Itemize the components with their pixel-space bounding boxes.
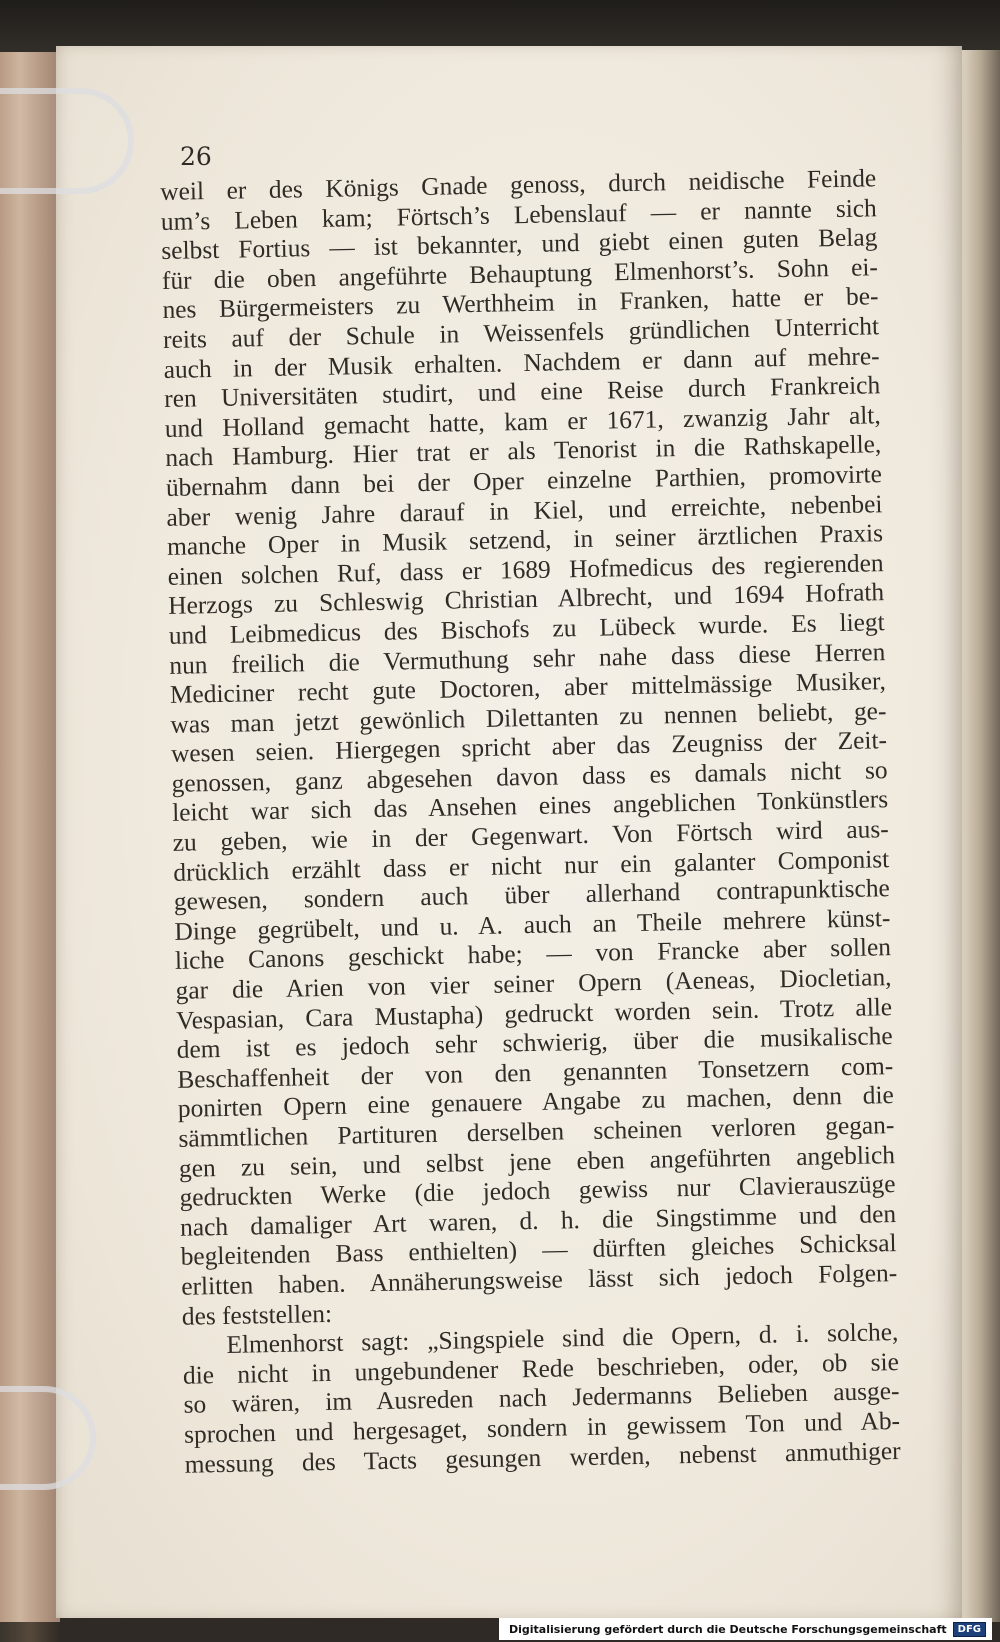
- text-line: sämmtlichen Partituren derselben scheinen verloren gegan-: [178, 1111, 895, 1153]
- text-line: übernahm dann bei der Oper einzelne Parthien, promovirte: [165, 460, 883, 502]
- text-line: und Holland gemacht hatte, kam er 1671, zwanzig Jahr alt,: [164, 400, 881, 443]
- text-line: Dinge gegrübelt, und u. A. auch an Theile mehrere künst-: [174, 903, 891, 946]
- text-line: Mediciner recht gute Doctoren, aber mittelmässige Musiker,: [169, 667, 887, 709]
- text-line: ren Universitäten studirt, und eine Reise durch Frankreich: [163, 371, 881, 414]
- text-line: messung des Tacts gesungen werden, nebenst anmuthiger: [184, 1436, 901, 1479]
- text-line: nes Bürgermeisters zu Werthheim in Franken, hatte er be-: [162, 282, 879, 325]
- text-line: leicht war sich das Ansehen eines angeblichen Tonkünstlers: [171, 785, 889, 828]
- text-line: manche Oper in Musik setzend, in seiner ärztlichen Praxis: [166, 519, 884, 562]
- text-line: nun freilich die Vermuthung sehr nahe dass diese Herren: [169, 637, 886, 680]
- text-line: und Leibmedicus des Bischofs zu Lübeck wurde. Es liegt: [168, 608, 885, 650]
- text-line: um’s Leben kam; Förtsch’s Lebenslauf — er nannte sich: [160, 193, 877, 236]
- text-line: einen solchen Ruf, dass er 1689 Hofmedicus des regierenden: [167, 548, 884, 591]
- text-line: zu geben, wie in der Gegenwart. Von Förtsch wird aus-: [172, 815, 889, 857]
- text-line: was man jetzt gewönlich Dilettanten zu nennen beliebt, ge-: [170, 696, 887, 739]
- text-line: begleitenden Bass enthielten) — dürften gleiches Schicksal: [180, 1229, 897, 1272]
- text-line: liche Canons geschickt habe; — von Francke aber sollen: [174, 933, 892, 976]
- text-line: reits auf der Schule in Weissenfels gründlichen Unterricht: [162, 312, 880, 354]
- page-number: 26: [180, 142, 212, 171]
- text-line: so wären, im Ausreden nach Jedermanns Belieben ausge-: [183, 1377, 900, 1420]
- text-line: sprochen und hergesaget, sondern in gewissem Ton und Ab-: [183, 1406, 901, 1449]
- text-line: die nicht in ungebundener Rede beschrieben, oder, ob sie: [182, 1347, 900, 1390]
- text-line: nach Hamburg. Hier trat er als Tenorist in die Rathskapelle,: [165, 430, 882, 473]
- text-line: Elmenhorst sagt: „Singspiele sind die Opern, d. i. solche,: [226, 1318, 899, 1360]
- page-clip-top: [0, 88, 134, 194]
- text-line: nach damaliger Art waren, d. h. die Singstimme und den: [179, 1199, 897, 1242]
- digitization-credit: [499, 1618, 992, 1640]
- text-line: selbst Fortius — ist bekannter, und giebt einen guten Belag: [161, 223, 878, 266]
- text-line: des feststellen:: [181, 1299, 333, 1331]
- text-line: Vespasian, Cara Mustapha) gedruckt worden sein. Trotz alle: [175, 992, 893, 1035]
- text-line: auch in der Musik erhalten. Nachdem er dann auf mehre-: [163, 341, 880, 384]
- text-line: weil er des Königs Gnade genoss, durch neidische Feinde: [160, 164, 877, 206]
- text-line: gen zu sein, und selbst jene eben angeführten angeblich: [178, 1140, 896, 1183]
- text-line: erlitten haben. Annäherungsweise lässt sich jedoch Folgen-: [181, 1259, 898, 1301]
- body-text: [160, 164, 901, 1480]
- text-line: gewesen, sondern auch über allerhand contrapunktische: [173, 874, 891, 917]
- text-line: gedruckten Werke (die jedoch gewiss nur Clavierauszüge: [179, 1170, 896, 1212]
- text-line: gar die Arien von vier seiner Opern (Aeneas, Diocletian,: [175, 963, 892, 1005]
- dfg-logo: DFG: [953, 1622, 986, 1637]
- text-line: genossen, ganz abgesehen davon dass es damals nicht so: [171, 756, 888, 798]
- text-line: drücklich erzählt dass er nicht nur ein galanter Componist: [173, 844, 890, 887]
- credit-text: Digitalisierung gefördert durch die Deutsche Forschungsgemeinschaft: [508, 1622, 947, 1636]
- text-line: Herzogs zu Schleswig Christian Albrecht, und 1694 Hofrath: [167, 578, 885, 621]
- text-line: ponirten Opern eine genauere Angabe zu machen, denn die: [177, 1081, 895, 1124]
- text-line: wesen seien. Hiergegen spricht aber das Zeugniss der Zeit-: [170, 726, 888, 769]
- text-line: dem ist es jedoch sehr schwierig, über die musikalische: [176, 1022, 893, 1065]
- text-line: Beschaffenheit der von den genannten Tonsetzern com-: [177, 1051, 894, 1094]
- text-line: aber wenig Jahre darauf in Kiel, und erreichte, nebenbei: [166, 489, 883, 532]
- text-line: für die oben angeführte Behauptung Elmenhorst’s. Sohn ei-: [161, 253, 879, 295]
